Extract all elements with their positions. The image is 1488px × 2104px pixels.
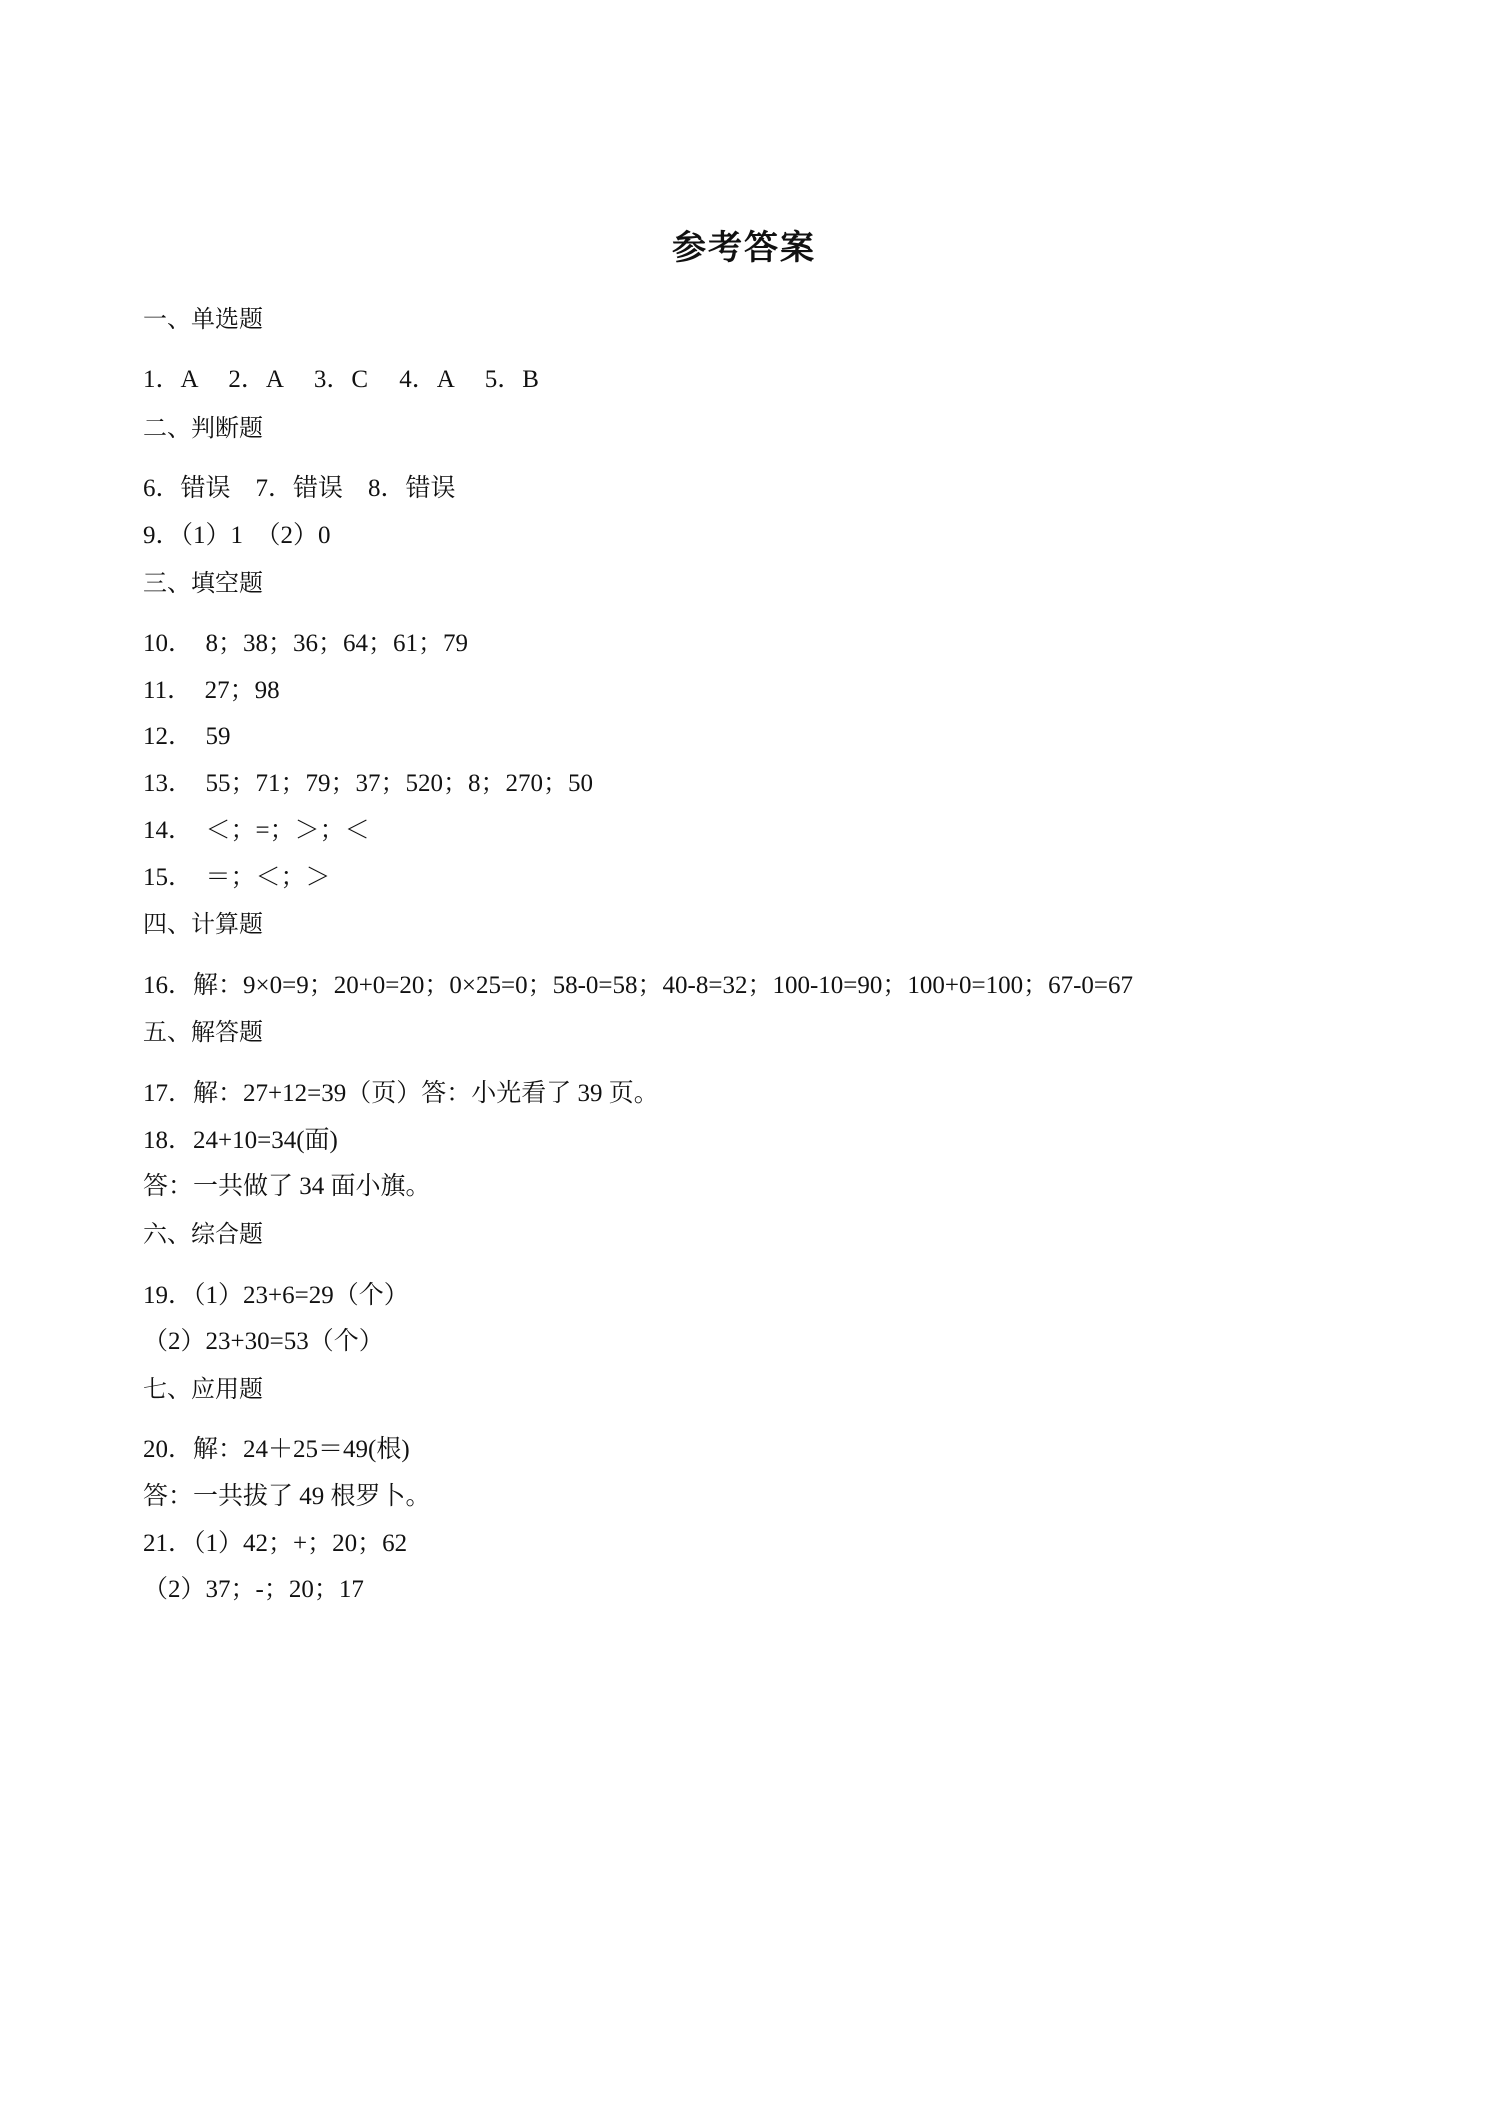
answer-line-20: 20．解：24＋25＝49(根) xyxy=(143,1436,410,1463)
section-heading-calculation: 四、计算题 xyxy=(143,910,263,938)
answer-line-17: 17．解：27+12=39（页）答：小光看了 39 页。 xyxy=(143,1080,659,1107)
section-heading-fill-blank: 三、填空题 xyxy=(143,569,263,597)
answer-line-18: 18．24+10=34(面) xyxy=(143,1127,338,1154)
answer-line-21-part1: 21．（1）42；+；20；62 xyxy=(143,1530,408,1557)
answer-line-13: 13． 55；71；79；37；520；8；270；50 xyxy=(143,770,594,797)
answer-line-10: 10． 8；38；36；64；61；79 xyxy=(143,630,469,657)
answer-line-19-part1: 19．（1）23+6=29（个） xyxy=(143,1282,409,1309)
answer-line-11: 11． 27；98 xyxy=(143,677,280,704)
section-heading-single-choice: 一、单选题 xyxy=(143,305,263,333)
answer-line-19-part2: （2）23+30=53（个） xyxy=(143,1328,384,1355)
answer-line-12: 12． 59 xyxy=(143,723,231,750)
section-heading-solve: 五、解答题 xyxy=(143,1018,263,1046)
answer-line-20-reply: 答：一共拔了 49 根罗卜。 xyxy=(143,1483,431,1510)
section-heading-application: 七、应用题 xyxy=(143,1375,263,1403)
answer-line-15: 15． ＝；＜；＞ xyxy=(143,864,331,891)
page-title: 参考答案 xyxy=(672,228,816,268)
answer-line-1-5: 1．A 2．A 3．C 4．A 5．B xyxy=(143,366,539,393)
section-heading-true-false: 二、判断题 xyxy=(143,414,263,442)
answer-line-21-part2: （2）37；-；20；17 xyxy=(143,1576,364,1603)
answer-line-16: 16．解：9×0=9；20+0=20；0×25=0；58-0=58；40-8=32；100-10=90；100+0=100；67-0=67 xyxy=(143,972,1133,999)
answer-line-14: 14． ＜；=；＞；＜ xyxy=(143,817,370,844)
answer-line-6-8: 6．错误 7．错误 8．错误 xyxy=(143,475,456,502)
section-heading-comprehensive: 六、综合题 xyxy=(143,1220,263,1248)
answer-line-9: 9．（1）1 （2）0 xyxy=(143,522,331,549)
answer-line-18-reply: 答：一共做了 34 面小旗。 xyxy=(143,1173,431,1200)
